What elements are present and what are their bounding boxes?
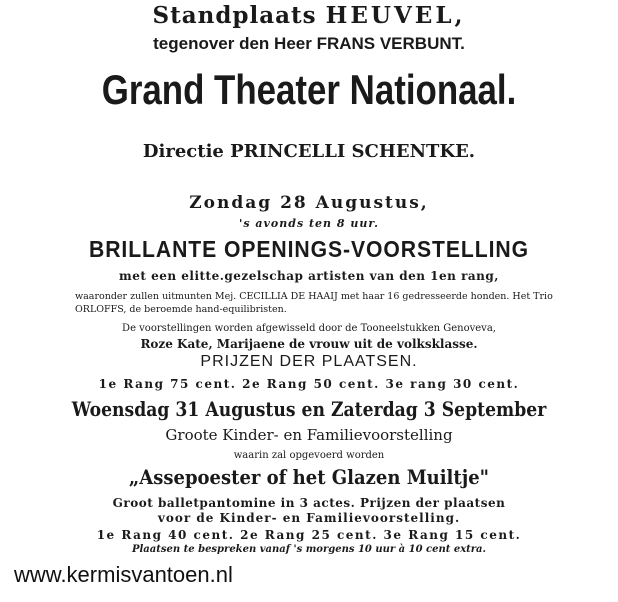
standplaats-line [0,2,618,29]
theater-title: Grand Theater Nationaal. [101,66,517,113]
performers-paragraph: waaronder zullen uitmunten Mej. CECILLIA DE HAAIJ met haar 16 gedresseerde honden. Het Trio ORLOFFS, de beroemde hand-equilibristen. [75,291,553,315]
prices-heading: PRIJZEN DER PLAATSEN. [200,353,418,370]
family-performance-heading: Groote Kinder- en Familievoorstelling [165,426,453,444]
standplaats-prefix: Standplaats [152,2,317,29]
sunday-date: Zondag 28 Augustus, [189,193,429,213]
opening-performance-heading: BRILLANTE OPENINGS-VOORSTELLING [89,236,529,262]
website-watermark: www.kermisvantoen.nl [14,562,233,587]
family-prices: 1e Rang 40 cent. 2e Rang 25 cent. 3e Rang 15 cent. [96,528,522,542]
sunday-prices: 1e Rang 75 cent. 2e Rang 50 cent. 3e rang 30 cent. [98,377,520,391]
standplaats-location: HEUVEL, [325,2,466,29]
wednesday-saturday-dates: Woensdag 31 Augustus en Zaterdag 3 September [71,397,547,421]
family-prices-heading: voor de Kinder- en Familievoorstelling. [157,511,461,525]
company-line: met een elitte.gezelschap artisten van den 1en rang, [119,269,499,283]
sunday-time: 's avonds ten 8 uur. [239,217,379,230]
tegenover-line: tegenover den Heer FRANS VERBUNT. [153,34,465,53]
directie-line: Directie PRINCELLI SCHENTKE. [142,141,476,162]
plays-line: De voorstellingen worden afgewisseld door de Tooneelstukken Genoveva, [122,323,496,334]
ballet-line: Groot balletpantomine in 3 actes. Prijzen der plaatsen [112,496,506,510]
family-performance-intro: waarin zal opgevoerd worden [233,450,385,461]
cinderella-title: „Assepoester of het Glazen Muiltje" [128,465,490,489]
booking-note: Plaatsen te bespreken vanaf 's morgens 10 uur à 10 cent extra. [131,544,487,555]
plays-titles: Roze Kate, Marijaene de vrouw uit de volksklasse. [140,337,478,351]
